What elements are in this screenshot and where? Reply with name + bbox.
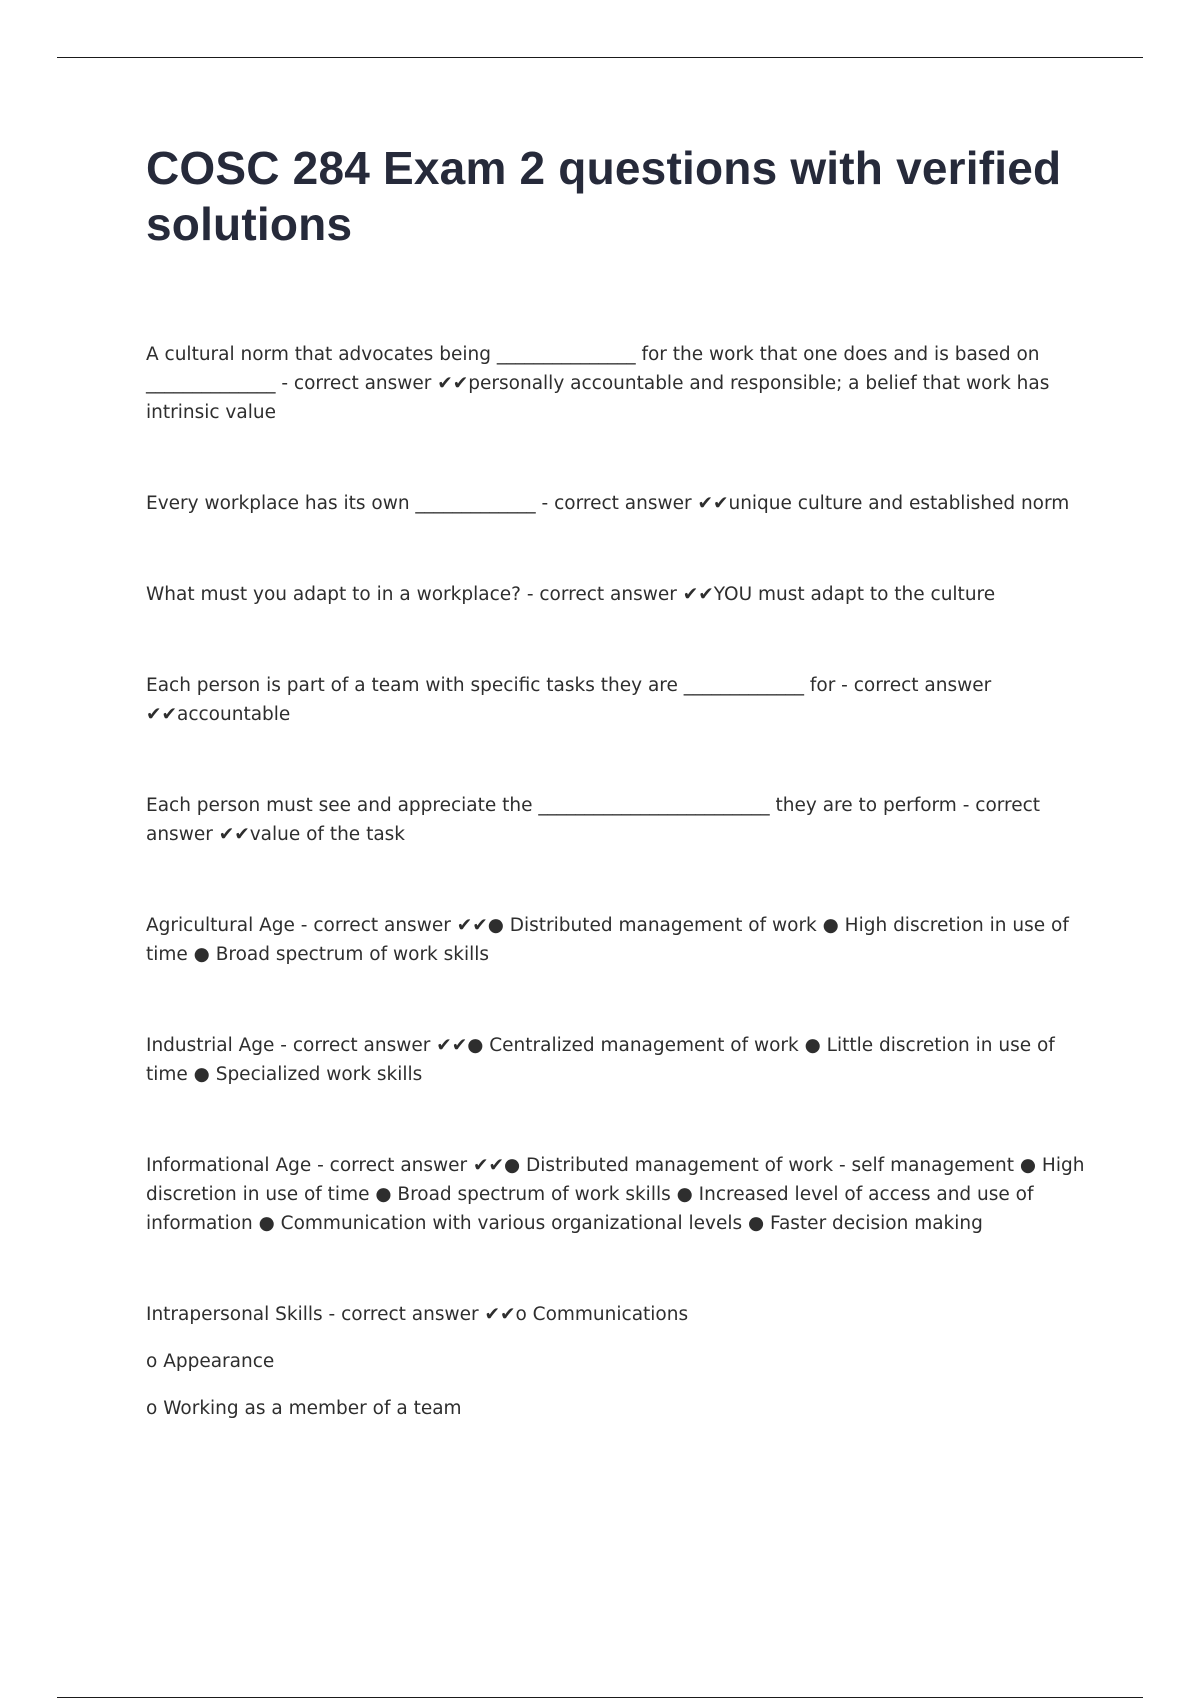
bottom-rule	[57, 1697, 1143, 1698]
qa-line-teamwork: o Working as a member of a team	[146, 1398, 462, 1419]
qa-item-accountable: Each person is part of a team with specific tasks they are _____________ for - correct answer ✔✔accountable	[146, 675, 992, 725]
qa-list	[146, 340, 1096, 1423]
top-rule	[57, 57, 1143, 58]
document-body	[146, 140, 1096, 1423]
qa-item-cultural-norm: A cultural norm that advocates being _______________ for the work that one does and is based on ______________ - correct answer ✔✔personally accountable and responsible; a belief that work has intrinsic value	[146, 344, 1050, 423]
qa-line-communications: Intrapersonal Skills - correct answer ✔✔o Communications	[146, 1304, 689, 1325]
qa-item-informational-age: Informational Age - correct answer ✔✔● Distributed management of work - self management ● High discretion in use of time ● Broad spectrum of work skills ● Increased level of access and use of information ● Communication with various organizational levels ● Faster decision making	[146, 1155, 1085, 1234]
qa-line-appearance: o Appearance	[146, 1351, 275, 1372]
qa-item-workplace-culture: Every workplace has its own _____________ - correct answer ✔✔unique culture and established norm	[146, 493, 1070, 514]
qa-item-value-of-task: Each person must see and appreciate the _________________________ they are to perform - correct answer ✔✔value of the task	[146, 795, 1041, 845]
qa-item-adapt: What must you adapt to in a workplace? - correct answer ✔✔YOU must adapt to the culture	[146, 584, 996, 605]
qa-item-agricultural-age: Agricultural Age - correct answer ✔✔● Distributed management of work ● High discretion in use of time ● Broad spectrum of work skills	[146, 915, 1069, 965]
qa-item-industrial-age: Industrial Age - correct answer ✔✔● Centralized management of work ● Little discretion in use of time ● Specialized work skills	[146, 1035, 1055, 1085]
document-title: COSC 284 Exam 2 questions with verified solutions	[146, 142, 1062, 250]
qa-item-intrapersonal-skills	[146, 1300, 1096, 1423]
